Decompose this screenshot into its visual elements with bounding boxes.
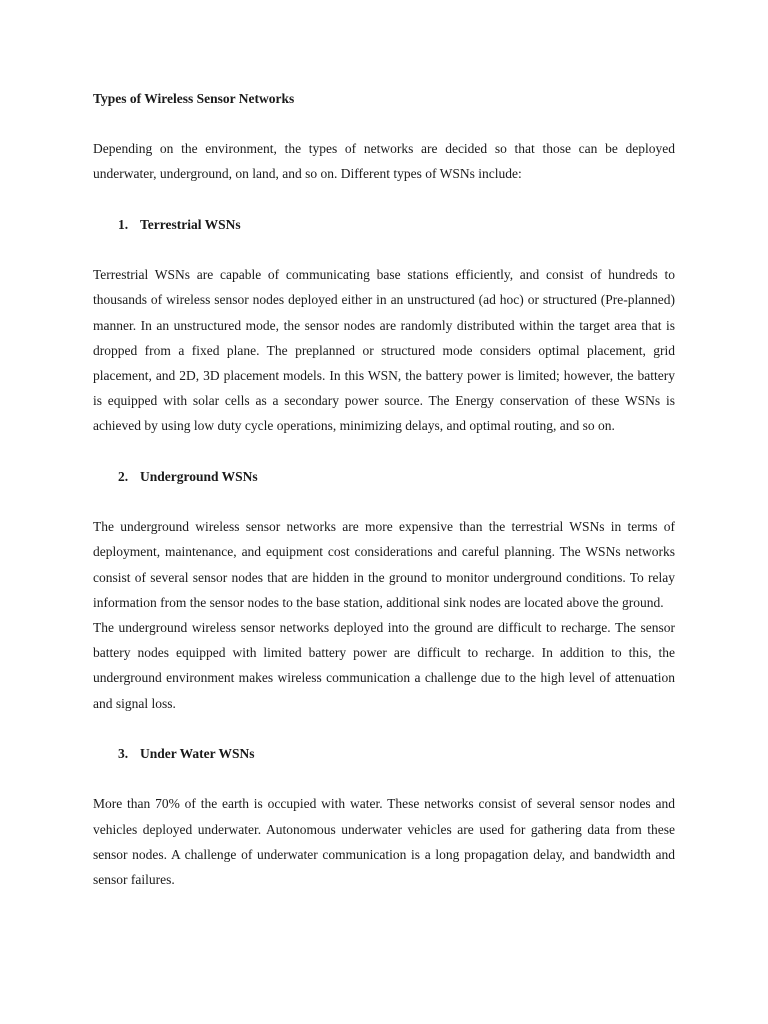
- section-number: 1.: [118, 216, 129, 232]
- section-number: 3.: [118, 746, 129, 761]
- section-title: Under Water WSNs: [140, 746, 255, 761]
- underground-paragraph-2: The underground wireless sensor networks deployed into the ground are difficult to recharge. The sensor battery nodes equipped with limited battery power are difficult to recharge. In addition to this, the underground environment makes wireless communication a challenge due to the high level of attenuation and signal loss.: [93, 620, 675, 711]
- section-heading-underground: [93, 464, 675, 489]
- section-title: Underground WSNs: [140, 468, 258, 484]
- document-title: Types of Wireless Sensor Networks: [93, 91, 295, 106]
- underwater-paragraph: More than 70% of the earth is occupied with water. These networks consist of several sensor nodes and vehicles deployed underwater. Autonomous underwater vehicles are used for gathering data from these sensor nodes. A challenge of underwater communication is a long propagation delay, and bandwidth and sensor failures.: [93, 796, 675, 887]
- section-heading-terrestrial: [93, 212, 675, 237]
- underground-paragraph-1: The underground wireless sensor networks are more expensive than the terrestrial WSNs in terms of deployment, maintenance, and equipment cost considerations and careful planning. The WSNs networks consist of several sensor nodes that are hidden in the ground to monitor underground conditions. To relay information from the sensor nodes to the base station, additional sink nodes are located above the ground.: [93, 519, 675, 610]
- document-page: [93, 86, 675, 892]
- section-heading-underwater: [93, 741, 675, 766]
- section-title: Terrestrial WSNs: [140, 216, 241, 232]
- section-number: 2.: [118, 468, 129, 484]
- terrestrial-paragraph: Terrestrial WSNs are capable of communicating base stations efficiently, and consist of hundreds to thousands of wireless sensor nodes deployed either in an unstructured (ad hoc) or structured (Pre-planned) manner. In an unstructured mode, the sensor nodes are randomly distributed within the target area that is dropped from a fixed plane. The preplanned or structured mode considers optimal placement, grid placement, and 2D, 3D placement models. In this WSN, the battery power is limited; however, the battery is equipped with solar cells as a secondary power source. The Energy conservation of these WSNs is achieved by using low duty cycle operations, minimizing delays, and optimal routing, and so on.: [93, 267, 675, 434]
- intro-paragraph: Depending on the environment, the types of networks are decided so that those can be deployed underwater, underground, on land, and so on. Different types of WSNs include:: [93, 141, 675, 182]
